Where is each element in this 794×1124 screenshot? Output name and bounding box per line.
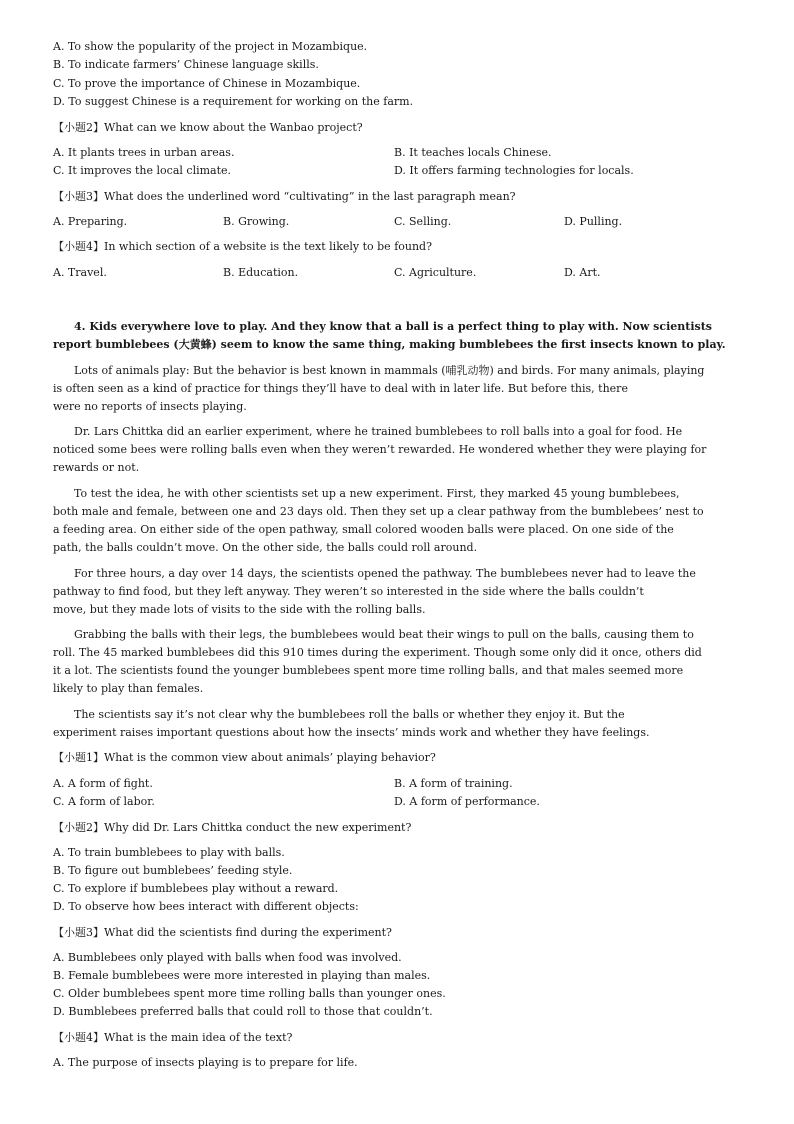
passage-intro: report bumblebees (大黄蜂) seem to know the same thing, making bumblebees the first insects known to play. [53,338,726,351]
option-line: D. Pulling. [564,215,623,228]
paragraph-line: To test the idea, he with other scientists set up a new experiment. First, they marked 45 young bumblebees, [74,487,680,500]
option-line: B. A form of training. [394,777,513,790]
paragraph-line: likely to play than females. [53,682,204,695]
option-line: B. It teaches locals Chinese. [394,146,552,159]
question-heading: 【小题2】What can we know about the Wanbao project? [53,121,363,134]
option-line: A. It plants trees in urban areas. [53,146,235,159]
paragraph-line: Lots of animals play: But the behavior is best known in mammals (哺乳动物) and birds. For many animals, playing [74,364,705,377]
paragraph-line: both male and female, between one and 23 days old. Then they set up a clear pathway from the bumblebees’ nest to [53,505,704,518]
option-line: C. Agriculture. [394,266,477,279]
paragraph-line: Dr. Lars Chittka did an earlier experiment, where he trained bumblebees to roll balls into a goal for food. He [74,425,683,438]
option-line: A. To show the popularity of the project in Mozambique. [53,40,368,53]
paragraph-line: a feeding area. On either side of the open pathway, small colored wooden balls were placed. On one side of the [53,523,674,536]
option-line: A. To train bumblebees to play with balls. [53,846,285,859]
question-heading: 【小题1】What is the common view about animals’ playing behavior? [53,751,436,764]
paragraph-line: noticed some bees were rolling balls even when they weren’t rewarded. He wondered whether they were playing for [53,443,707,456]
paragraph-line: path, the balls couldn’t move. On the other side, the balls could roll around. [53,541,478,554]
question-heading: 【小题3】What did the scientists find during the experiment? [53,926,392,939]
option-line: A. Bumblebees only played with balls when food was involved. [53,951,402,964]
paragraph-line: rewards or not. [53,461,140,474]
passage-intro: 4. Kids everywhere love to play. And they know that a ball is a perfect thing to play with. Now scientists [74,320,712,333]
option-line: A. A form of fight. [53,777,153,790]
option-line: B. To figure out bumblebees’ feeding style. [53,864,293,877]
paragraph-line: is often seen as a kind of practice for things they’ll have to deal with in later life. But before this, there [53,382,628,395]
question-heading: 【小题2】Why did Dr. Lars Chittka conduct the new experiment? [53,821,412,834]
option-line: A. The purpose of insects playing is to prepare for life. [53,1056,358,1069]
option-line: A. Preparing. [53,215,128,228]
option-line: D. It offers farming technologies for locals. [394,164,634,177]
option-line: C. To explore if bumblebees play without a reward. [53,882,339,895]
option-line: C. To prove the importance of Chinese in Mozambique. [53,77,361,90]
option-line: B. Female bumblebees were more interested in playing than males. [53,969,431,982]
paragraph-line: it a lot. The scientists found the younger bumblebees spent more time rolling balls, and that males seemed more [53,664,684,677]
option-line: D. To observe how bees interact with different objects: [53,900,359,913]
option-line: D. To suggest Chinese is a requirement for working on the farm. [53,95,414,108]
option-line: B. To indicate farmers’ Chinese language skills. [53,58,319,71]
paragraph-line: were no reports of insects playing. [53,400,247,413]
paragraph-line: Grabbing the balls with their legs, the bumblebees would beat their wings to pull on the balls, causing them to [74,628,694,641]
option-line: C. It improves the local climate. [53,164,232,177]
option-line: D. A form of performance. [394,795,540,808]
option-line: C. A form of labor. [53,795,155,808]
option-line: A. Travel. [53,266,107,279]
question-heading: 【小题4】What is the main idea of the text? [53,1031,293,1044]
option-line: C. Selling. [394,215,452,228]
paragraph-line: roll. The 45 marked bumblebees did this 910 times during the experiment. Though some only did it once, others did [53,646,702,659]
question-heading: 【小题4】In which section of a website is the text likely to be found? [53,240,432,253]
option-line: B. Education. [223,266,299,279]
paragraph-line: For three hours, a day over 14 days, the scientists opened the pathway. The bumblebees never had to leave the [74,567,696,580]
paragraph-line: pathway to find food, but they left anyway. They weren’t so interested in the side where the balls couldn’t [53,585,644,598]
paragraph-line: experiment raises important questions about how the insects’ minds work and whether they have feelings. [53,726,650,739]
option-line: C. Older bumblebees spent more time rolling balls than younger ones. [53,987,446,1000]
option-line: B. Growing. [223,215,290,228]
option-line: D. Bumblebees preferred balls that could roll to those that couldn’t. [53,1005,433,1018]
paragraph-line: move, but they made lots of visits to the side with the rolling balls. [53,603,426,616]
paragraph-line: The scientists say it’s not clear why the bumblebees roll the balls or whether they enjoy it. But the [74,708,625,721]
question-heading: 【小题3】What does the underlined word “cultivating” in the last paragraph mean? [53,190,516,203]
option-line: D. Art. [564,266,601,279]
